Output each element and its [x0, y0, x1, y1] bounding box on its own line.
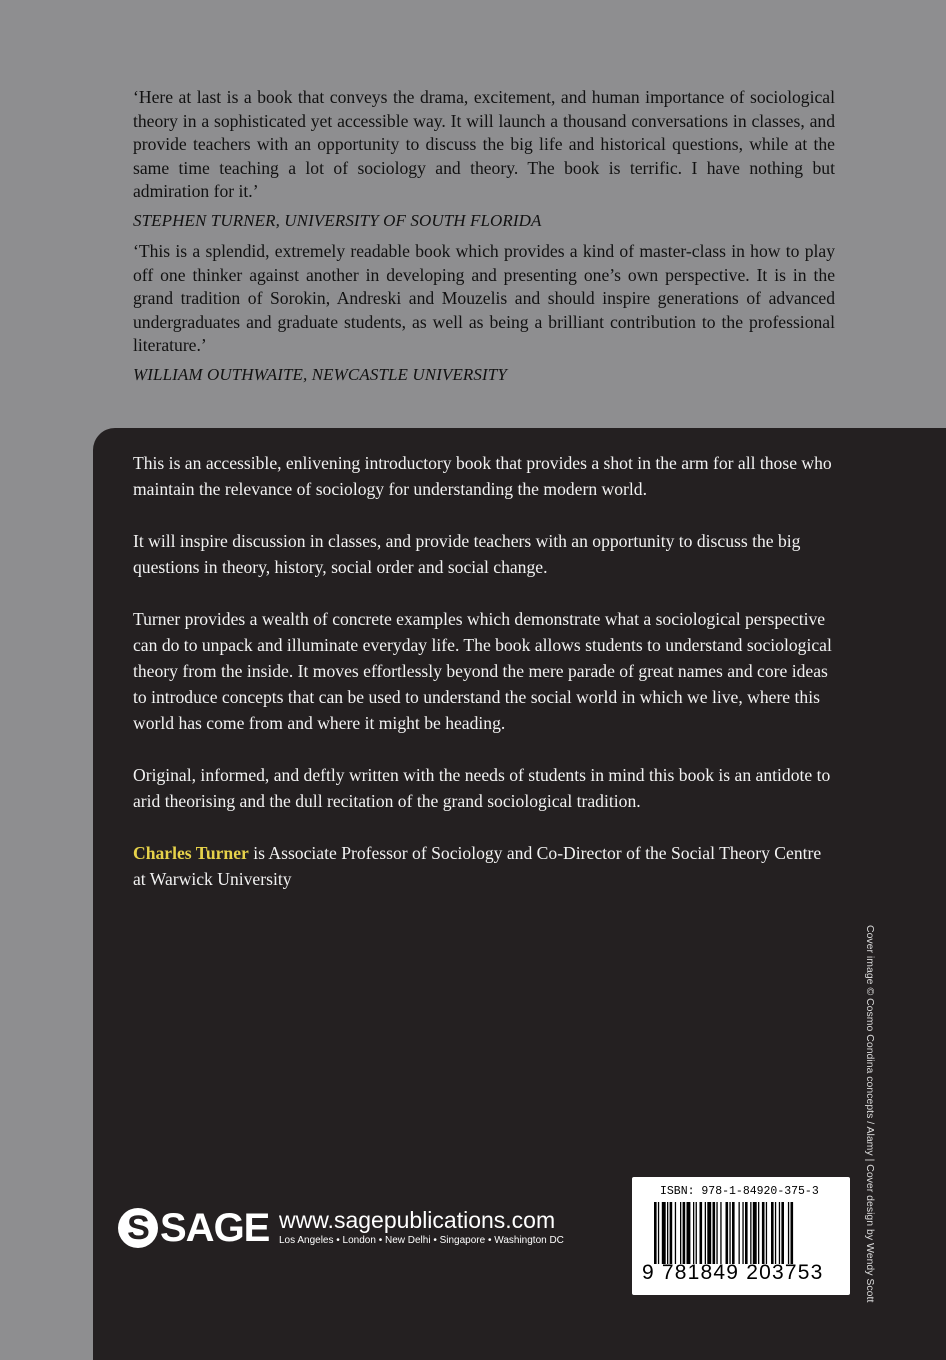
isbn-label: ISBN: 978-1-84920-375-3: [660, 1185, 819, 1198]
barcode-bar: [788, 1202, 789, 1264]
barcode-bar: [720, 1202, 721, 1264]
barcode-bar: [758, 1202, 759, 1264]
cover-credit: Cover image © Cosmo Condina concepts / Alamy | Cover design by Wendy Scott: [864, 925, 876, 1303]
barcode-bar: [696, 1202, 697, 1264]
barcode-bar: [693, 1202, 694, 1264]
barcode-bar: [729, 1202, 730, 1264]
sage-logo-text: SAGE: [160, 1206, 270, 1250]
barcode-bar: [742, 1202, 743, 1264]
barcode-bar: [700, 1202, 703, 1264]
endorsements: [133, 86, 835, 394]
barcode-box: [632, 1177, 850, 1295]
barcode-bar: [775, 1202, 776, 1264]
barcode-bar: [683, 1202, 686, 1264]
barcode-bar: [732, 1202, 735, 1264]
barcode-bar: [662, 1202, 666, 1264]
barcode-bar: [667, 1202, 668, 1264]
barcode-digits: 9 781849 203753: [642, 1261, 824, 1284]
endorsement-quote-2: ‘This is a splendid, extremely readable book which provides a kind of master-class in how to play off one thinker against another in developing and presenting one’s own perspective. It is in the grand tradition of Sorokin, Andreski and Mouzelis and should inspire generations of advanced undergraduates and graduate students, as well as being a brilliant contribution to the professional literature.’: [133, 240, 835, 356]
barcode-bar: [766, 1202, 767, 1264]
barcode-bar: [726, 1202, 729, 1264]
barcode-bar: [675, 1202, 676, 1264]
barcode-bar: [670, 1202, 673, 1264]
barcode-bar: [762, 1202, 765, 1264]
barcode-bar: [750, 1202, 751, 1264]
barcode-bar: [680, 1202, 681, 1264]
barcode-bar: [707, 1202, 711, 1264]
author-name: Charles Turner: [133, 843, 249, 863]
publisher-url: www.sagepublications.com: [279, 1207, 556, 1233]
barcode-bar: [791, 1202, 794, 1264]
endorsement-author-2: WILLIAM OUTHWAITE, NEWCASTLE UNIVERSITY: [133, 364, 507, 384]
barcode-bar: [745, 1202, 748, 1264]
barcode-bar: [739, 1202, 740, 1264]
barcode-bar: [781, 1202, 784, 1264]
endorsement-quote-1: ‘Here at last is a book that conveys the drama, excitement, and human importance of sociological theory in a sophisticated yet accessible way. It will launch a thousand conversations in classes, and provide teachers with an opportunity to discuss the big life and historical questions, while at the same time teaching a lot of sociology and theory. The book is terrific. I have nothing but admiration for it.’: [133, 87, 835, 202]
barcode-bar: [687, 1202, 691, 1264]
barcode-bar: [713, 1202, 716, 1264]
description-paragraph-3: Turner provides a wealth of concrete examples which demonstrate what a sociological perspective can do to unpack and illuminate everyday life. The book allows students to understand sociological theory from the inside. It moves effortlessly beyond the mere parade of great names and core ideas to introduce concepts that can be used to understand the social world in which we live, where this world has come from and where it might be heading.: [133, 609, 832, 733]
book-description: [133, 450, 837, 918]
barcode-bar: [753, 1202, 757, 1264]
sage-logo: [118, 1205, 269, 1251]
author-bio-text: is Associate Professor of Sociology and Co-Director of the Social Theory Centre at Warwick University: [133, 843, 822, 889]
sage-s-icon: S: [118, 1208, 158, 1248]
barcode-bar: [779, 1202, 780, 1264]
barcode-bar: [716, 1202, 717, 1264]
barcode-bar: [658, 1202, 659, 1264]
endorsement-author-1: STEPHEN TURNER, UNIVERSITY OF SOUTH FLORIDA: [133, 210, 542, 230]
barcode-bar: [705, 1202, 706, 1264]
barcode-bar: [771, 1202, 774, 1264]
publisher-cities: Los Angeles • London • New Delhi • Singapore • Washington DC: [279, 1235, 564, 1246]
description-paragraph-2: It will inspire discussion in classes, and provide teachers with an opportunity to discuss the big questions in theory, history, social order and social change.: [133, 531, 801, 577]
description-paragraph-1: This is an accessible, enlivening introductory book that provides a shot in the arm for all those who maintain the relevance of sociology for understanding the modern world.: [133, 453, 832, 499]
description-paragraph-4: Original, informed, and deftly written with the needs of students in mind this book is an antidote to arid theorising and the dull recitation of the grand sociological tradition.: [133, 765, 831, 811]
barcode-icon: [654, 1202, 830, 1264]
author-bio: [133, 840, 837, 892]
barcode-bar: [654, 1202, 657, 1264]
